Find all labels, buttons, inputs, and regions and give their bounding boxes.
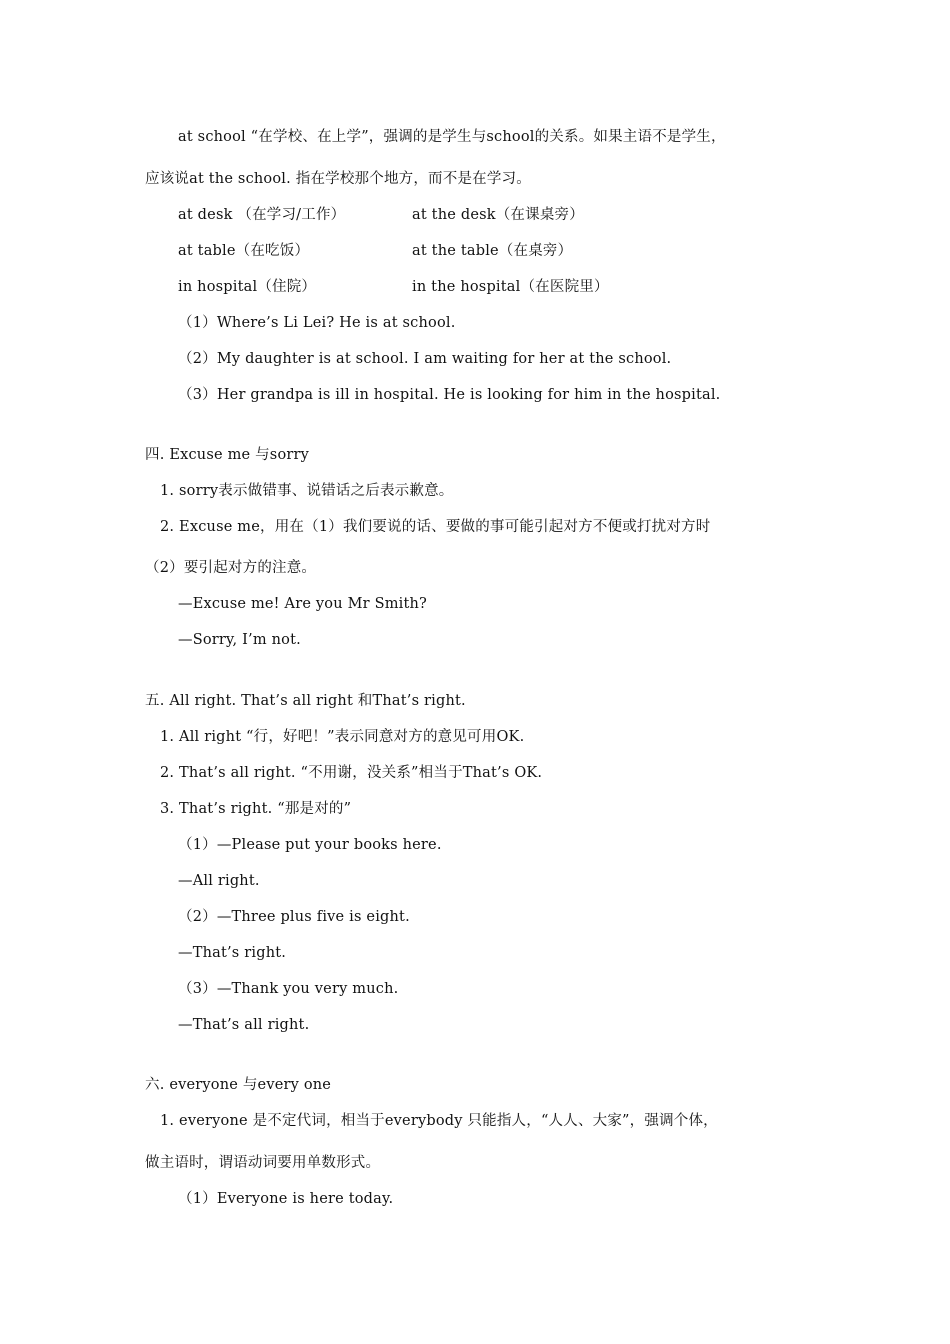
example-line: （3）Her grandpa is ill in hospital. He is looking for him in the hospital. [178, 387, 721, 403]
paragraph-at-school-line1: at school “在学校、在上学”，强调的是学生与school的关系。如果主语不是学生， [178, 129, 726, 145]
dialog-line: —Sorry, I’m not. [178, 632, 301, 648]
list-item-continuation: 做主语时，谓语动词要用单数形式。 [145, 1155, 381, 1171]
pair-left-1: at desk （在学习/工作） [178, 207, 346, 223]
pair-left-2: at table（在吃饭） [178, 243, 310, 259]
example-line: （1）Where’s Li Lei? He is at school. [178, 315, 456, 331]
dialog-line: （3）—Thank you very much. [178, 981, 399, 997]
list-item: 1. sorry表示做错事、说错话之后表示歉意。 [160, 483, 454, 499]
list-item-continuation: （2）要引起对方的注意。 [145, 560, 317, 576]
dialog-line: （2）—Three plus five is eight. [178, 909, 410, 925]
dialog-line: —All right. [178, 873, 260, 889]
pair-left-3: in hospital（住院） [178, 279, 317, 295]
list-item: 1. everyone 是不定代词，相当于everybody 只能指人，“人人、大家”，强调个体， [160, 1113, 718, 1129]
dialog-line: （1）—Please put your books here. [178, 837, 442, 853]
list-item: 2. That’s all right. “不用谢，没关系”相当于That’s OK. [160, 765, 543, 781]
section-heading-all-right: 五. All right. That’s all right 和That’s right. [145, 693, 466, 709]
pair-right-2: at the table（在桌旁） [412, 243, 573, 259]
dialog-line: —That’s all right. [178, 1017, 310, 1033]
example-line: （2）My daughter is at school. I am waiting for her at the school. [178, 351, 672, 367]
dialog-line: —That’s right. [178, 945, 287, 961]
list-item: 1. All right “行，好吧！”表示同意对方的意见可用OK. [160, 729, 525, 745]
section-heading-everyone: 六. everyone 与every one [145, 1077, 332, 1093]
example-line: （1）Everyone is here today. [178, 1191, 394, 1207]
pair-right-3: in the hospital（在医院里） [412, 279, 609, 295]
paragraph-at-school-line2: 应该说at the school. 指在学校那个地方，而不是在学习。 [145, 171, 531, 187]
list-item: 2. Excuse me，用在（1）我们要说的话、要做的事可能引起对方不便或打扰对方时 [160, 519, 711, 535]
pair-right-1: at the desk（在课桌旁） [412, 207, 584, 223]
dialog-line: —Excuse me! Are you Mr Smith? [178, 596, 428, 612]
list-item: 3. That’s right. “那是对的” [160, 801, 352, 817]
section-heading-excuse: 四. Excuse me 与sorry [145, 447, 310, 463]
